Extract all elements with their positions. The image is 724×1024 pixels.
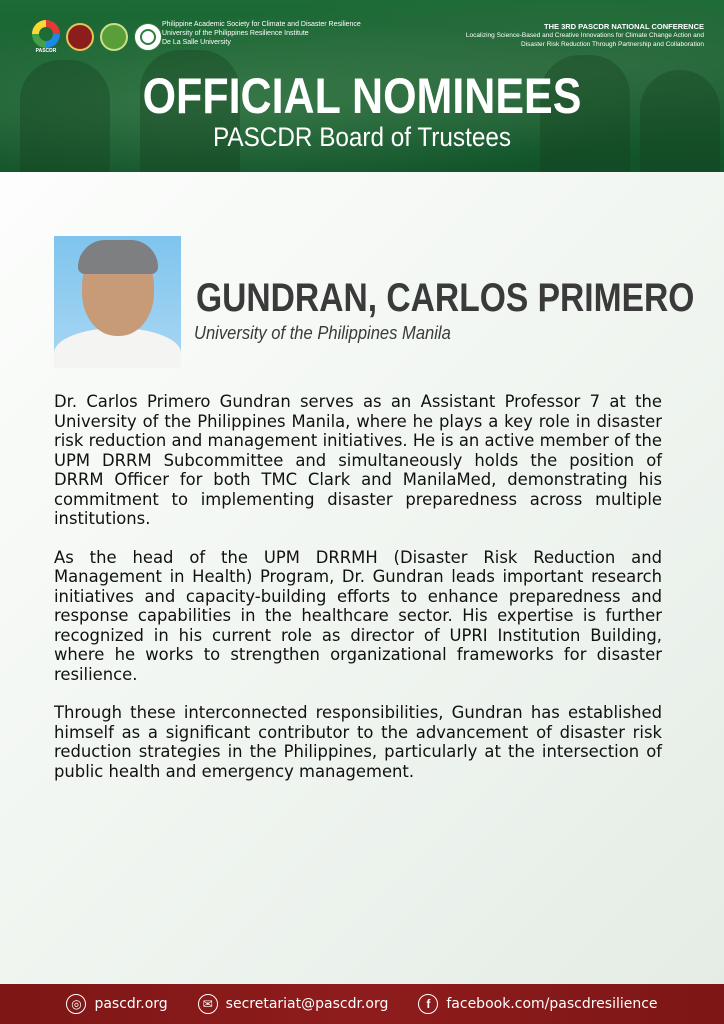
globe-icon: ◎: [66, 994, 86, 1014]
nominee-name: GUNDRAN, CARLOS PRIMERO: [196, 276, 695, 320]
up-seal-icon: [66, 23, 94, 51]
website-text: pascdr.org: [94, 996, 168, 1012]
logo-row: [32, 20, 162, 54]
nominee-affiliation: University of the Philippines Manila: [194, 323, 451, 343]
resilience-institute-icon: [100, 23, 128, 51]
nominee-bio: [54, 392, 662, 800]
nominee-photo: [54, 236, 181, 368]
pascdr-logo-icon: [32, 20, 60, 48]
conference-subtitle-2: Disaster Risk Reduction Through Partnership and Collaboration: [520, 40, 704, 48]
facebook-icon: f: [418, 994, 438, 1014]
header-banner: [0, 0, 724, 172]
organization-list: [162, 20, 361, 47]
pascdr-logo-text: PASCDR: [35, 48, 57, 54]
bio-paragraph: As the head of the UPM DRRMH (Disaster Risk Reduction and Management in Health) Program, Dr. Gundran leads important research initiatives and capacity-building efforts to enhance preparedness and response capabilities in the healthcare sector. His expertise is further recognized in his current role as director of UPRI Institution Building, where he works to strengthen organizational frameworks for disaster resilience.: [54, 547, 662, 684]
facebook-text: facebook.com/pascdresilience: [446, 996, 658, 1012]
organization-name: University of the Philippines Resilience Institute: [162, 30, 309, 37]
footer-bar: [0, 984, 724, 1024]
bio-paragraph: Dr. Carlos Primero Gundran serves as an Assistant Professor 7 at the University of the Philippines Manila, where he plays a key role in disaster risk reduction and management initiatives. He is an active member of the UPM DRRM Subcommittee and simultaneously holds the position of DRRM Officer for both TMC Clark and ManilaMed, demonstrating his commitment to implementing disaster preparedness across multiple institutions.: [54, 392, 662, 528]
footer-website-link[interactable]: [66, 994, 167, 1014]
conference-info: [466, 22, 704, 49]
page-title: OFFICIAL NOMINEES: [142, 68, 582, 124]
organization-name: Philippine Academic Society for Climate and Disaster Resilience: [162, 21, 361, 28]
email-text: secretariat@pascdr.org: [225, 996, 389, 1012]
conference-title: THE 3RD PASCDR NATIONAL CONFERENCE: [543, 22, 704, 31]
conference-subtitle-1: Localizing Science-Based and Creative Innovations for Climate Change Action and: [465, 32, 704, 39]
footer-facebook-link[interactable]: [418, 994, 657, 1014]
organization-name: De La Salle University: [162, 39, 231, 46]
bio-paragraph: Through these interconnected responsibilities, Gundran has established himself as a significant contributor to the advancement of disaster risk reduction strategies in the Philippines, particularly at the intersection of public health and emergency management.: [54, 703, 662, 781]
dlsu-seal-icon: [134, 23, 162, 51]
mail-icon: ✉: [198, 994, 218, 1014]
footer-email-link[interactable]: [198, 994, 389, 1014]
pascdr-logo: [32, 20, 60, 54]
page-subtitle: PASCDR Board of Trustees: [212, 122, 512, 152]
